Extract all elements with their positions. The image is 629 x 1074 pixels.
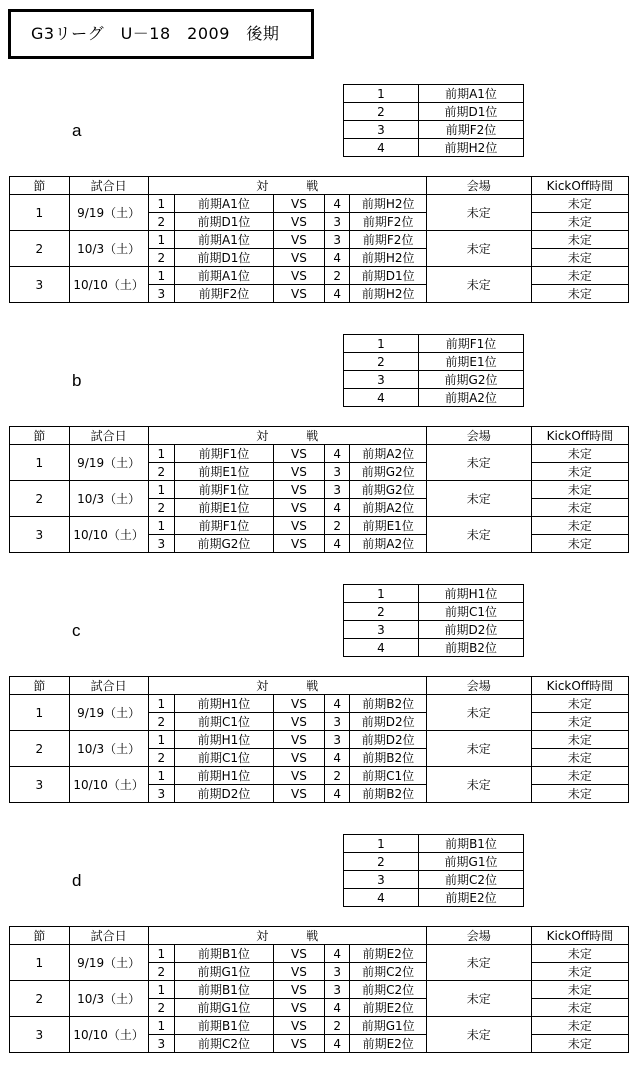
away-team: 前期H2位 [350, 249, 426, 267]
home-seed: 3 [148, 285, 175, 303]
home-team: 前期F1位 [175, 481, 274, 499]
header-venue: 会場 [426, 927, 531, 945]
header-setsu: 節 [10, 427, 70, 445]
home-seed: 1 [148, 445, 175, 463]
venue-cell: 未定 [426, 981, 531, 1017]
home-seed: 1 [148, 195, 175, 213]
home-team: 前期A1位 [175, 195, 274, 213]
header-matchup [148, 177, 426, 195]
schedule-table [9, 926, 629, 1053]
round-number: 2 [10, 731, 70, 767]
vs-label: VS [273, 999, 324, 1017]
venue-cell: 未定 [426, 195, 531, 231]
home-team: 前期D2位 [175, 785, 274, 803]
header-kickoff: KickOff時間 [531, 677, 628, 695]
home-seed: 1 [148, 981, 175, 999]
away-seed: 4 [324, 285, 350, 303]
seed-team: 前期C1位 [419, 603, 524, 621]
away-team: 前期G2位 [350, 463, 426, 481]
home-team: 前期B1位 [175, 945, 274, 963]
home-team: 前期A1位 [175, 231, 274, 249]
away-team: 前期E1位 [350, 517, 426, 535]
away-seed: 3 [324, 231, 350, 249]
home-team: 前期B1位 [175, 981, 274, 999]
match-row [10, 445, 629, 463]
seed-table [343, 334, 524, 407]
round-number: 2 [10, 981, 70, 1017]
away-seed: 4 [324, 1035, 350, 1053]
home-seed: 2 [148, 749, 175, 767]
schedule-table [9, 176, 629, 303]
vs-label: VS [273, 195, 324, 213]
seed-team: 前期E1位 [419, 353, 524, 371]
away-seed: 4 [324, 535, 350, 553]
away-seed: 4 [324, 499, 350, 517]
header-row [10, 427, 629, 445]
away-seed: 3 [324, 963, 350, 981]
seed-row [344, 85, 524, 103]
header-venue: 会場 [426, 427, 531, 445]
seed-team: 前期F2位 [419, 121, 524, 139]
away-team: 前期A2位 [350, 445, 426, 463]
away-seed: 3 [324, 981, 350, 999]
header-row [10, 927, 629, 945]
seed-row [344, 371, 524, 389]
vs-label: VS [273, 535, 324, 553]
seed-number: 1 [344, 335, 419, 353]
venue-cell: 未定 [426, 517, 531, 553]
seed-number: 1 [344, 835, 419, 853]
seed-team: 前期H2位 [419, 139, 524, 157]
vs-label: VS [273, 749, 324, 767]
vs-label: VS [273, 1017, 324, 1035]
seed-row [344, 353, 524, 371]
match-date: 9/19（土） [69, 695, 148, 731]
group-label: a [72, 121, 82, 140]
header-date: 試合日 [69, 177, 148, 195]
away-team: 前期D2位 [350, 731, 426, 749]
kickoff-cell: 未定 [531, 981, 628, 999]
seed-team: 前期A1位 [419, 85, 524, 103]
header-setsu: 節 [10, 177, 70, 195]
away-seed: 3 [324, 713, 350, 731]
venue-cell: 未定 [426, 267, 531, 303]
header-venue: 会場 [426, 177, 531, 195]
seed-team: 前期G2位 [419, 371, 524, 389]
match-date: 9/19（土） [69, 445, 148, 481]
match-row [10, 231, 629, 249]
header-setsu: 節 [10, 677, 70, 695]
group-a [0, 84, 629, 324]
header-kickoff: KickOff時間 [531, 427, 628, 445]
kickoff-cell: 未定 [531, 249, 628, 267]
away-team: 前期G1位 [350, 1017, 426, 1035]
away-team: 前期C2位 [350, 981, 426, 999]
seed-row [344, 621, 524, 639]
seed-row [344, 639, 524, 657]
venue-cell: 未定 [426, 731, 531, 767]
home-team: 前期D1位 [175, 213, 274, 231]
away-team: 前期A2位 [350, 499, 426, 517]
away-seed: 4 [324, 695, 350, 713]
away-seed: 4 [324, 945, 350, 963]
round-number: 3 [10, 517, 70, 553]
venue-cell: 未定 [426, 945, 531, 981]
group-label: c [72, 621, 81, 640]
venue-cell: 未定 [426, 767, 531, 803]
header-date: 試合日 [69, 677, 148, 695]
header-matchup-2: 戦 [306, 179, 319, 193]
home-seed: 1 [148, 1017, 175, 1035]
round-number: 3 [10, 267, 70, 303]
home-seed: 2 [148, 249, 175, 267]
kickoff-cell: 未定 [531, 195, 628, 213]
vs-label: VS [273, 1035, 324, 1053]
group-c [0, 584, 629, 824]
home-seed: 2 [148, 213, 175, 231]
kickoff-cell: 未定 [531, 463, 628, 481]
seed-team: 前期B2位 [419, 639, 524, 657]
match-date: 10/10（土） [69, 517, 148, 553]
seed-number: 2 [344, 353, 419, 371]
home-team: 前期G1位 [175, 963, 274, 981]
away-seed: 3 [324, 463, 350, 481]
round-number: 3 [10, 1017, 70, 1053]
away-team: 前期D2位 [350, 713, 426, 731]
round-number: 1 [10, 695, 70, 731]
match-row [10, 981, 629, 999]
away-team: 前期H2位 [350, 195, 426, 213]
vs-label: VS [273, 213, 324, 231]
round-number: 1 [10, 195, 70, 231]
seed-number: 3 [344, 871, 419, 889]
vs-label: VS [273, 445, 324, 463]
away-seed: 4 [324, 195, 350, 213]
match-row [10, 1017, 629, 1035]
round-number: 1 [10, 445, 70, 481]
venue-cell: 未定 [426, 445, 531, 481]
seed-number: 2 [344, 853, 419, 871]
seed-row [344, 335, 524, 353]
vs-label: VS [273, 463, 324, 481]
kickoff-cell: 未定 [531, 785, 628, 803]
match-date: 9/19（土） [69, 945, 148, 981]
away-team: 前期H2位 [350, 285, 426, 303]
away-seed: 2 [324, 517, 350, 535]
match-date: 10/10（土） [69, 267, 148, 303]
home-seed: 1 [148, 945, 175, 963]
vs-label: VS [273, 731, 324, 749]
seed-row [344, 835, 524, 853]
away-seed: 2 [324, 267, 350, 285]
kickoff-cell: 未定 [531, 945, 628, 963]
kickoff-cell: 未定 [531, 535, 628, 553]
away-team: 前期G2位 [350, 481, 426, 499]
header-matchup-2: 戦 [306, 929, 319, 943]
vs-label: VS [273, 481, 324, 499]
seed-team: 前期B1位 [419, 835, 524, 853]
kickoff-cell: 未定 [531, 285, 628, 303]
home-team: 前期E1位 [175, 463, 274, 481]
group-b [0, 334, 629, 574]
seed-row [344, 871, 524, 889]
match-row [10, 481, 629, 499]
header-setsu: 節 [10, 927, 70, 945]
home-seed: 1 [148, 481, 175, 499]
match-row [10, 731, 629, 749]
away-seed: 4 [324, 445, 350, 463]
header-matchup-1: 対 [256, 929, 269, 943]
home-team: 前期H1位 [175, 731, 274, 749]
home-seed: 1 [148, 267, 175, 285]
seed-number: 3 [344, 621, 419, 639]
vs-label: VS [273, 785, 324, 803]
seed-row [344, 603, 524, 621]
away-seed: 4 [324, 785, 350, 803]
home-team: 前期B1位 [175, 1017, 274, 1035]
match-date: 10/3（土） [69, 231, 148, 267]
home-seed: 2 [148, 713, 175, 731]
home-seed: 3 [148, 785, 175, 803]
seed-row [344, 121, 524, 139]
away-team: 前期E2位 [350, 1035, 426, 1053]
kickoff-cell: 未定 [531, 731, 628, 749]
vs-label: VS [273, 517, 324, 535]
away-team: 前期A2位 [350, 535, 426, 553]
match-row [10, 945, 629, 963]
seed-row [344, 585, 524, 603]
round-number: 2 [10, 481, 70, 517]
home-seed: 2 [148, 963, 175, 981]
home-seed: 1 [148, 231, 175, 249]
seed-team: 前期F1位 [419, 335, 524, 353]
header-row [10, 177, 629, 195]
seed-number: 3 [344, 371, 419, 389]
seed-table [343, 584, 524, 657]
header-date: 試合日 [69, 427, 148, 445]
page-title: G3リーグ U－18 2009 後期 [8, 9, 314, 59]
seed-number: 4 [344, 389, 419, 407]
home-seed: 1 [148, 731, 175, 749]
kickoff-cell: 未定 [531, 231, 628, 249]
seed-number: 4 [344, 889, 419, 907]
away-team: 前期F2位 [350, 213, 426, 231]
away-team: 前期B2位 [350, 785, 426, 803]
seed-team: 前期A2位 [419, 389, 524, 407]
header-date: 試合日 [69, 927, 148, 945]
seed-team: 前期D2位 [419, 621, 524, 639]
kickoff-cell: 未定 [531, 481, 628, 499]
match-date: 10/3（土） [69, 981, 148, 1017]
header-matchup [148, 927, 426, 945]
kickoff-cell: 未定 [531, 695, 628, 713]
seed-number: 4 [344, 639, 419, 657]
venue-cell: 未定 [426, 695, 531, 731]
vs-label: VS [273, 499, 324, 517]
home-team: 前期F1位 [175, 445, 274, 463]
home-seed: 1 [148, 517, 175, 535]
home-seed: 2 [148, 999, 175, 1017]
header-matchup-1: 対 [256, 679, 269, 693]
away-team: 前期E2位 [350, 945, 426, 963]
home-team: 前期G2位 [175, 535, 274, 553]
away-team: 前期F2位 [350, 231, 426, 249]
away-team: 前期B2位 [350, 749, 426, 767]
away-team: 前期D1位 [350, 267, 426, 285]
group-label: d [72, 871, 82, 890]
away-team: 前期E2位 [350, 999, 426, 1017]
header-matchup [148, 677, 426, 695]
home-team: 前期H1位 [175, 767, 274, 785]
away-seed: 4 [324, 999, 350, 1017]
home-seed: 2 [148, 499, 175, 517]
home-team: 前期C1位 [175, 713, 274, 731]
seed-row [344, 139, 524, 157]
header-matchup-1: 対 [256, 429, 269, 443]
home-seed: 3 [148, 535, 175, 553]
header-matchup-1: 対 [256, 179, 269, 193]
home-team: 前期C1位 [175, 749, 274, 767]
match-date: 10/3（土） [69, 481, 148, 517]
away-seed: 3 [324, 481, 350, 499]
home-seed: 1 [148, 767, 175, 785]
round-number: 2 [10, 231, 70, 267]
kickoff-cell: 未定 [531, 499, 628, 517]
seed-team: 前期E2位 [419, 889, 524, 907]
seed-number: 1 [344, 585, 419, 603]
header-kickoff: KickOff時間 [531, 927, 628, 945]
vs-label: VS [273, 767, 324, 785]
kickoff-cell: 未定 [531, 713, 628, 731]
home-team: 前期C2位 [175, 1035, 274, 1053]
home-team: 前期F2位 [175, 285, 274, 303]
away-team: 前期B2位 [350, 695, 426, 713]
vs-label: VS [273, 981, 324, 999]
seed-row [344, 889, 524, 907]
home-seed: 1 [148, 695, 175, 713]
kickoff-cell: 未定 [531, 963, 628, 981]
kickoff-cell: 未定 [531, 213, 628, 231]
match-row [10, 695, 629, 713]
kickoff-cell: 未定 [531, 749, 628, 767]
match-row [10, 517, 629, 535]
away-seed: 3 [324, 731, 350, 749]
match-row [10, 767, 629, 785]
seed-number: 4 [344, 139, 419, 157]
away-seed: 3 [324, 213, 350, 231]
match-date: 10/3（土） [69, 731, 148, 767]
home-team: 前期G1位 [175, 999, 274, 1017]
round-number: 1 [10, 945, 70, 981]
match-date: 10/10（土） [69, 767, 148, 803]
match-date: 10/10（土） [69, 1017, 148, 1053]
vs-label: VS [273, 963, 324, 981]
vs-label: VS [273, 713, 324, 731]
home-team: 前期E1位 [175, 499, 274, 517]
group-label: b [72, 371, 82, 390]
venue-cell: 未定 [426, 481, 531, 517]
home-team: 前期A1位 [175, 267, 274, 285]
home-team: 前期F1位 [175, 517, 274, 535]
kickoff-cell: 未定 [531, 445, 628, 463]
kickoff-cell: 未定 [531, 767, 628, 785]
seed-number: 1 [344, 85, 419, 103]
away-seed: 4 [324, 249, 350, 267]
away-team: 前期C1位 [350, 767, 426, 785]
home-seed: 3 [148, 1035, 175, 1053]
header-matchup [148, 427, 426, 445]
round-number: 3 [10, 767, 70, 803]
seed-team: 前期C2位 [419, 871, 524, 889]
seed-table [343, 84, 524, 157]
vs-label: VS [273, 945, 324, 963]
seed-team: 前期D1位 [419, 103, 524, 121]
header-kickoff: KickOff時間 [531, 177, 628, 195]
vs-label: VS [273, 285, 324, 303]
kickoff-cell: 未定 [531, 999, 628, 1017]
header-matchup-2: 戦 [306, 429, 319, 443]
match-row [10, 195, 629, 213]
seed-team: 前期G1位 [419, 853, 524, 871]
vs-label: VS [273, 267, 324, 285]
seed-row [344, 389, 524, 407]
away-seed: 4 [324, 749, 350, 767]
vs-label: VS [273, 249, 324, 267]
vs-label: VS [273, 231, 324, 249]
venue-cell: 未定 [426, 231, 531, 267]
schedule-table [9, 426, 629, 553]
home-seed: 2 [148, 463, 175, 481]
away-team: 前期C2位 [350, 963, 426, 981]
match-date: 9/19（土） [69, 195, 148, 231]
home-team: 前期D1位 [175, 249, 274, 267]
match-row [10, 267, 629, 285]
venue-cell: 未定 [426, 1017, 531, 1053]
kickoff-cell: 未定 [531, 517, 628, 535]
away-seed: 2 [324, 767, 350, 785]
seed-team: 前期H1位 [419, 585, 524, 603]
header-matchup-2: 戦 [306, 679, 319, 693]
kickoff-cell: 未定 [531, 1035, 628, 1053]
vs-label: VS [273, 695, 324, 713]
header-row [10, 677, 629, 695]
seed-table [343, 834, 524, 907]
header-venue: 会場 [426, 677, 531, 695]
seed-row [344, 103, 524, 121]
away-seed: 2 [324, 1017, 350, 1035]
seed-row [344, 853, 524, 871]
seed-number: 2 [344, 103, 419, 121]
kickoff-cell: 未定 [531, 1017, 628, 1035]
seed-number: 2 [344, 603, 419, 621]
seed-number: 3 [344, 121, 419, 139]
home-team: 前期H1位 [175, 695, 274, 713]
group-d [0, 834, 629, 1074]
schedule-table [9, 676, 629, 803]
kickoff-cell: 未定 [531, 267, 628, 285]
